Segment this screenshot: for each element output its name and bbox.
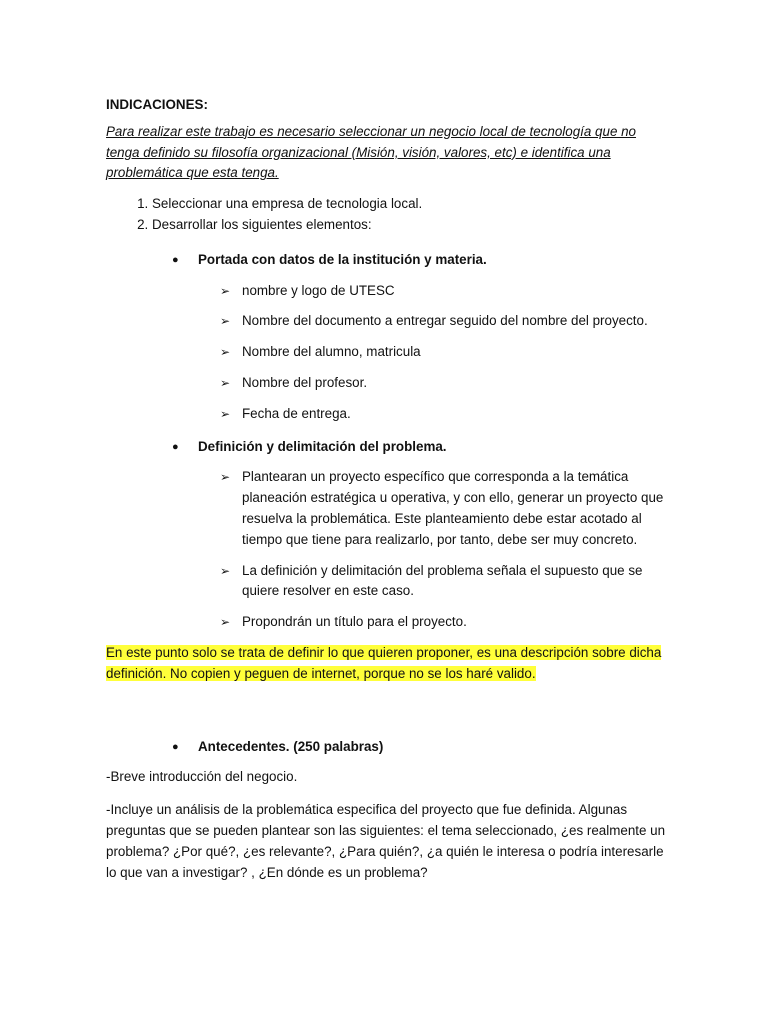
arrow-bullet-icon: ➢ bbox=[220, 470, 231, 485]
arrow-bullet-icon: ➢ bbox=[220, 345, 231, 360]
bullet-icon: ● bbox=[172, 740, 179, 753]
section-title: Definición y delimitación del problema. bbox=[198, 438, 447, 454]
bullet-icon: ● bbox=[172, 253, 179, 266]
list-item: ➢ Nombre del profesor. bbox=[106, 373, 668, 394]
arrow-bullet-icon: ➢ bbox=[220, 615, 231, 630]
section-title: Portada con datos de la institución y materia. bbox=[198, 251, 487, 267]
section-antecedentes bbox=[106, 737, 668, 758]
list-item: ➢ Nombre del alumno, matricula bbox=[106, 342, 668, 363]
step-item: 1. Seleccionar una empresa de tecnologia local. bbox=[152, 194, 668, 215]
arrow-bullet-icon: ➢ bbox=[220, 375, 231, 390]
steps-list bbox=[106, 194, 668, 236]
section-portada bbox=[106, 250, 668, 271]
document-heading: INDICACIONES: bbox=[106, 97, 208, 112]
antecedentes-paragraph: -Incluye un análisis de la problemática especifica del proyecto que fue definida. Algunas preguntas que se pueden plantear son las siguientes: el tema seleccionado, ¿es realmente un problema? ¿Por qué?, ¿es relevante?, ¿Para quién?, ¿a quién le interesa o podría interesarle lo que van a investigar? , ¿En dónde es un problema? bbox=[106, 802, 666, 880]
section-title: Antecedentes. (250 palabras) bbox=[198, 738, 384, 754]
list-item: ➢ Plantearan un proyecto específico que corresponda a la temática planeación estratégica u operativa, y con ello, generar un proyecto que resuelva la problemática. Este planteamiento debe estar acotado al tiempo que tiene para realizarlo, por tanto, debe ser muy concreto. bbox=[220, 469, 664, 547]
section-definicion bbox=[106, 437, 668, 458]
list-item: ➢ La definición y delimitación del problema señala el supuesto que se quiere resolver en este caso. bbox=[220, 562, 643, 599]
list-item: ➢ Nombre del documento a entregar seguido del nombre del proyecto. bbox=[106, 311, 668, 332]
intro-paragraph: Para realizar este trabajo es necesario seleccionar un negocio local de tecnología que no tenga definido su filosofía organizacional (Misión, visión, valores, etc) e identifica una problemática que esta tenga. bbox=[106, 123, 637, 181]
portada-items bbox=[106, 281, 668, 425]
list-item: ➢ Propondrán un título para el proyecto. bbox=[106, 612, 668, 633]
highlighted-note-text: En este punto solo se trata de definir lo que quieren proponer, es una descripción sobre dicha definición. No copien y peguen de internet, porque no se los haré valido. bbox=[106, 644, 662, 681]
list-item: ➢ nombre y logo de UTESC bbox=[106, 281, 668, 302]
antecedentes-paragraph: -Breve introducción del negocio. bbox=[106, 769, 298, 785]
arrow-bullet-icon: ➢ bbox=[220, 406, 231, 421]
highlighted-note bbox=[106, 643, 676, 685]
arrow-bullet-icon: ➢ bbox=[220, 563, 231, 578]
arrow-bullet-icon: ➢ bbox=[220, 314, 231, 329]
list-item: ➢ Fecha de entrega. bbox=[106, 404, 668, 425]
definicion-items bbox=[106, 467, 668, 633]
step-item: 2. Desarrollar los siguientes elementos: bbox=[152, 215, 668, 236]
bullet-icon: ● bbox=[172, 440, 179, 453]
arrow-bullet-icon: ➢ bbox=[220, 283, 231, 298]
